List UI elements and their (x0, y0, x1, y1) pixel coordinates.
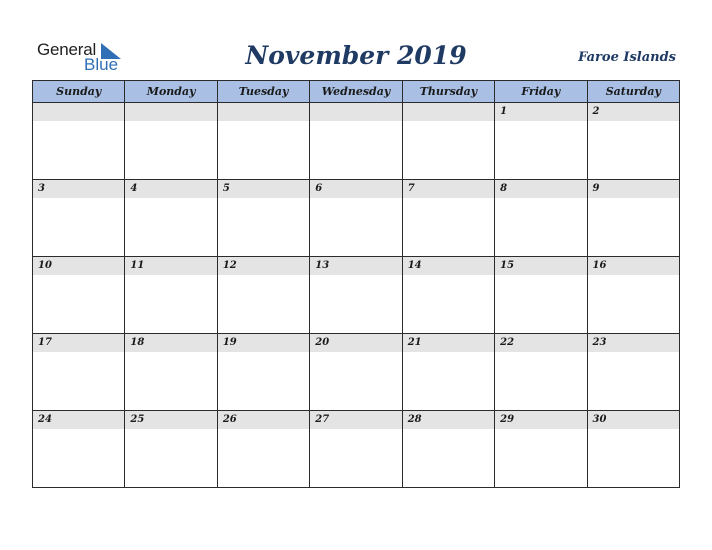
day-cell (402, 411, 494, 488)
day-cell (310, 257, 402, 334)
day-number: 19 (218, 334, 309, 352)
day-number (125, 103, 216, 121)
day-number: 16 (588, 257, 679, 275)
day-number: 7 (403, 180, 494, 198)
day-cell (33, 257, 125, 334)
day-number: 30 (588, 411, 679, 429)
day-cell (495, 180, 587, 257)
day-cell (495, 334, 587, 411)
day-cell (125, 180, 217, 257)
day-cell (402, 334, 494, 411)
day-number: 28 (403, 411, 494, 429)
day-number: 1 (495, 103, 586, 121)
day-cell (217, 257, 309, 334)
day-number: 6 (310, 180, 401, 198)
day-cell (587, 411, 679, 488)
day-number: 24 (33, 411, 124, 429)
day-cell (310, 180, 402, 257)
week-row (33, 334, 680, 411)
weekday-header: Friday (495, 81, 587, 103)
weekday-header: Thursday (402, 81, 494, 103)
day-number: 27 (310, 411, 401, 429)
day-cell (217, 334, 309, 411)
day-cell (217, 103, 309, 180)
week-row (33, 103, 680, 180)
day-cell (587, 180, 679, 257)
weekday-header: Monday (125, 81, 217, 103)
day-cell (495, 411, 587, 488)
day-number: 18 (125, 334, 216, 352)
weekday-header: Tuesday (217, 81, 309, 103)
day-number: 13 (310, 257, 401, 275)
weekday-header: Sunday (33, 81, 125, 103)
weekday-header: Wednesday (310, 81, 402, 103)
day-number: 3 (33, 180, 124, 198)
day-number: 22 (495, 334, 586, 352)
week-row (33, 180, 680, 257)
day-cell (125, 257, 217, 334)
weekday-header-row (33, 81, 680, 103)
day-cell (310, 103, 402, 180)
day-cell (587, 257, 679, 334)
day-cell (33, 180, 125, 257)
day-cell (217, 180, 309, 257)
day-number: 9 (588, 180, 679, 198)
week-row (33, 411, 680, 488)
day-number: 25 (125, 411, 216, 429)
day-cell (402, 180, 494, 257)
day-cell (402, 103, 494, 180)
day-number: 23 (588, 334, 679, 352)
day-number: 29 (495, 411, 586, 429)
day-cell (495, 257, 587, 334)
day-cell (217, 411, 309, 488)
day-number: 20 (310, 334, 401, 352)
logo-text-blue: Blue (84, 55, 119, 74)
day-cell (125, 334, 217, 411)
day-cell (310, 411, 402, 488)
day-number: 2 (588, 103, 679, 121)
weekday-header: Saturday (587, 81, 679, 103)
day-number: 26 (218, 411, 309, 429)
day-cell (587, 334, 679, 411)
day-cell (310, 334, 402, 411)
day-number (218, 103, 309, 121)
day-number: 12 (218, 257, 309, 275)
week-row (33, 257, 680, 334)
day-cell (33, 411, 125, 488)
country-label: Faroe Islands (578, 50, 676, 65)
day-number: 17 (33, 334, 124, 352)
day-cell (33, 334, 125, 411)
day-number: 8 (495, 180, 586, 198)
logo-text-general: General (37, 40, 97, 59)
day-cell (495, 103, 587, 180)
day-number (403, 103, 494, 121)
day-number: 11 (125, 257, 216, 275)
day-number (33, 103, 124, 121)
day-cell (125, 411, 217, 488)
day-number: 5 (218, 180, 309, 198)
day-number (310, 103, 401, 121)
day-number: 15 (495, 257, 586, 275)
day-cell (33, 103, 125, 180)
day-number: 4 (125, 180, 216, 198)
day-cell (125, 103, 217, 180)
day-number: 21 (403, 334, 494, 352)
calendar-title: November 2019 (245, 41, 467, 70)
day-cell (587, 103, 679, 180)
day-number: 10 (33, 257, 124, 275)
calendar-grid (32, 80, 680, 488)
day-number: 14 (403, 257, 494, 275)
day-cell (402, 257, 494, 334)
